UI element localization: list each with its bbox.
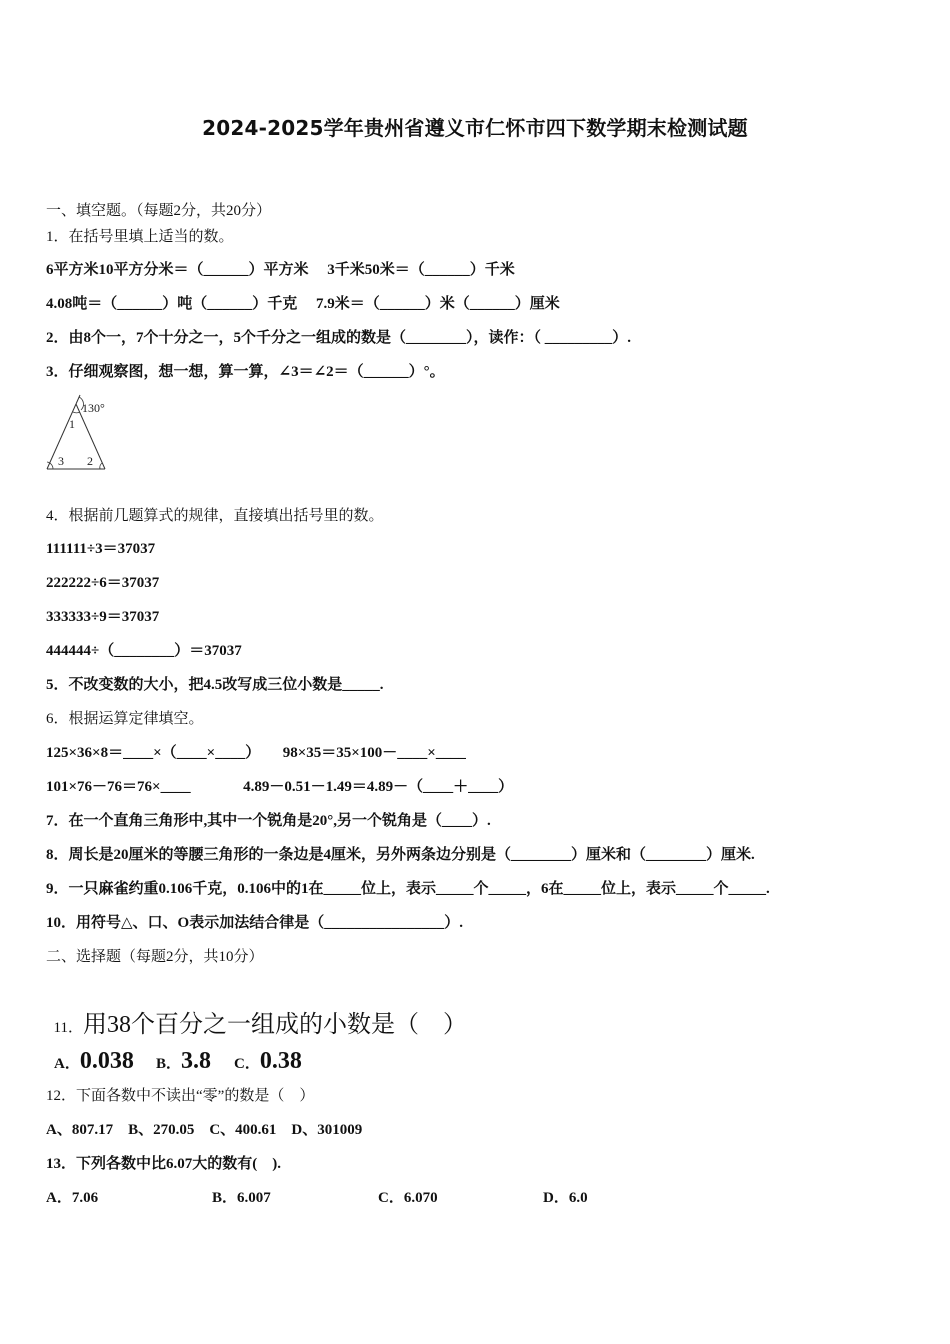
question-3-stem: 3．仔细观察图，想一想，算一算，∠3＝∠2＝（______）°。 [46,364,445,380]
question-13-stem: 13．下列各数中比6.07大的数有( ). [46,1156,281,1172]
question-4-line-1: 111111÷3＝37037 [46,541,156,557]
question-11-number: 11． [53,1020,83,1036]
question-13-option-d: D．6.0 [543,1190,588,1206]
question-4-line-3: 333333÷9＝37037 [46,609,160,625]
question-4-stem: 4．根据前几题算式的规律，直接填出括号里的数。 [46,508,384,524]
question-11-stem: 用38个百分之一组成的小数是（ ） [82,1012,467,1038]
question-12-options: A、807.17 B、270.05 C、400.61 D、301009 [46,1122,363,1138]
question-6-line-2: 101×76－76＝76×____ 4.89－0.51－1.49＝4.89－（____＋____） [46,779,514,795]
question-9: 9．一只麻雀约重0.106千克，0.106中的1在_____位上，表示_____个_____，6在_____位上，表示_____个_____. [46,881,770,897]
angle-2-arc [100,463,102,469]
page-title: 2024-2025学年贵州省遵义市仁怀市四下数学期末检测试题 [202,116,748,140]
question-11-option-b [148,1030,211,1075]
angle-3-label: 3 [58,454,64,468]
question-4-line-2: 222222÷6＝37037 [46,575,160,591]
question-6-line-1: 125×36×8＝____×（____×____） 98×35＝35×100－____×____ [46,745,466,761]
question-13-option-c: C．6.070 [378,1190,438,1206]
question-11-option-a [46,1030,134,1075]
question-1-stem: 1．在括号里填上适当的数。 [46,229,234,245]
angle-1-label: 1 [69,417,75,431]
question-2: 2．由8个一，7个十分之一，5个千分之一组成的数是（________），读作：（ _________）. [46,330,632,346]
section-heading-choice: 二、选择题（每题2分，共10分） [46,949,264,965]
option-c-value: 0.38 [259,1048,302,1074]
question-1-line-1: 6平方米10平方分米＝（______）平方米 3千米50米＝（______）千米 [46,262,515,278]
question-12-stem: 12．下面各数中不读出“零”的数是（ ） [46,1088,315,1104]
option-a-label: A． [54,1056,80,1072]
question-13-option-b: B．6.007 [212,1190,271,1206]
question-7: 7．在一个直角三角形中,其中一个锐角是20°,另一个锐角是（____）. [46,813,491,829]
question-5: 5．不改变数的大小，把4.5改写成三位小数是_____. [46,677,384,693]
question-1-line-2: 4.08吨＝（______）吨（______）千克 7.9米＝（______）米（______）厘米 [46,296,560,312]
section-heading-fill-in: 一、填空题。（每题2分，共20分） [46,203,272,219]
question-4-line-4: 444444÷（________）＝37037 [46,643,242,659]
option-b-label: B． [156,1056,182,1072]
question-10: 10．用符号△、口、O表示加法结合律是（________________）. [46,915,463,931]
angle-1-arc [73,412,80,413]
angle-130-label: 130° [82,401,105,415]
question-8: 8．周长是20厘米的等腰三角形的一条边是4厘米，另外两条边分别是（________）厘米和（________）厘米. [46,847,755,863]
option-a-value: 0.038 [79,1048,134,1074]
question-6-stem: 6．根据运算定律填空。 [46,711,204,727]
angle-2-label: 2 [87,454,93,468]
triangle-figure [40,392,115,474]
question-13-option-a: A．7.06 [46,1190,99,1206]
extended-side [76,395,80,404]
question-11-option-c [226,1030,302,1075]
option-c-label: C． [234,1056,260,1072]
option-b-value: 3.8 [181,1048,212,1074]
